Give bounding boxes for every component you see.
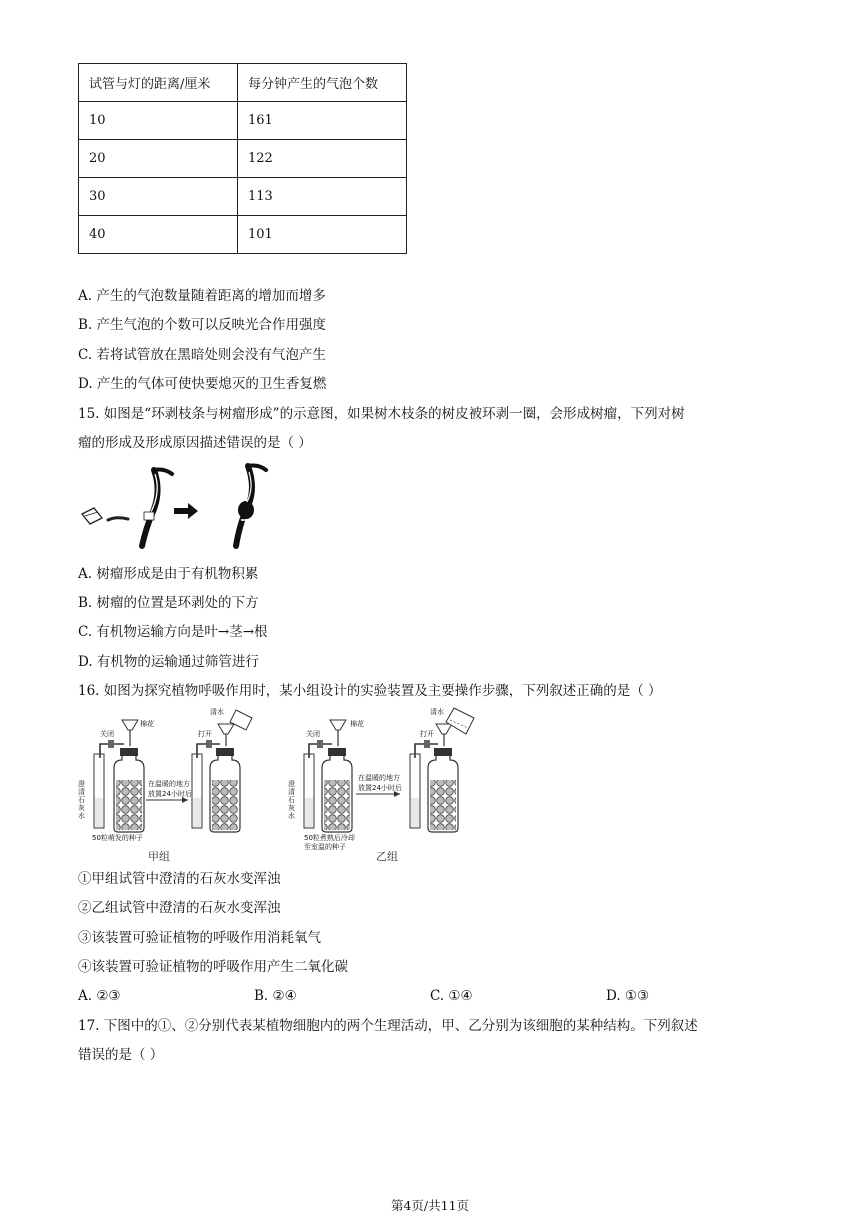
table-row xyxy=(79,178,407,216)
label-cotton: 棉花 xyxy=(140,720,154,728)
q15-option-b: B. 树瘤的位置是环剥处的下方 xyxy=(78,595,259,611)
q14-option-b: B. 产生气泡的个数可以反映光合作用强度 xyxy=(78,317,327,333)
table-cell: 122 xyxy=(238,140,407,178)
label-open: 打开 xyxy=(198,730,212,738)
table-cell: 161 xyxy=(238,102,407,140)
svg-text:在温暖的地方: 在温暖的地方 xyxy=(358,774,400,782)
group-a-arrow xyxy=(146,779,192,803)
q16-choice-c: C. ①④ xyxy=(430,988,473,1004)
q16-choice-a: A. ②③ xyxy=(78,988,121,1004)
q15-stem-line2: 瘤的形成及形成原因描述错误的是（ ） xyxy=(78,435,312,451)
label-seeds-b-1: 50粒煮熟后冷却 xyxy=(304,834,355,842)
table-row xyxy=(79,216,407,254)
group-a-before xyxy=(78,719,154,842)
group-a-after xyxy=(192,707,252,832)
label-limewater-b: 澄清石灰水 xyxy=(288,780,295,820)
group-a-label: 甲组 xyxy=(148,850,170,863)
table-header: 每分钟产生的气泡个数 xyxy=(238,64,407,102)
q16-statement-3: ③该装置可验证植物的呼吸作用消耗氧气 xyxy=(78,930,321,946)
table-cell: 10 xyxy=(79,102,238,140)
table-row xyxy=(79,102,407,140)
q16-choice-d: D. ①③ xyxy=(606,988,650,1004)
table-row xyxy=(79,140,407,178)
label-seeds-b-2: 至室温的种子 xyxy=(304,843,346,851)
q17-stem-line1: 17. 下图中的①、②分别代表某植物细胞内的两个生理活动，甲、乙分别为该细胞的某种结构。下列叙述 xyxy=(78,1018,698,1034)
group-b-before xyxy=(288,719,364,851)
label-close-b: 关闭 xyxy=(306,730,320,738)
label-limewater: 澄清石灰水 xyxy=(78,780,85,820)
q15-option-c: C. 有机物运输方向是叶→茎→根 xyxy=(78,624,268,640)
respiration-apparatus-figure xyxy=(76,706,496,868)
group-b-label: 乙组 xyxy=(376,850,398,863)
girdling-figure xyxy=(76,462,276,552)
q17-stem-line2: 错误的是（ ） xyxy=(78,1047,164,1063)
label-seeds-a: 50粒萌发的种子 xyxy=(92,834,143,842)
table-cell: 101 xyxy=(238,216,407,254)
label-water: 清水 xyxy=(210,708,224,716)
q16-choice-b: B. ②④ xyxy=(254,988,297,1004)
table-cell: 113 xyxy=(238,178,407,216)
label-water-b: 清水 xyxy=(430,708,444,716)
q14-option-c: C. 若将试管放在黑暗处则会没有气泡产生 xyxy=(78,347,326,363)
q16-stem: 16. 如图为探究植物呼吸作用时，某小组设计的实验装置及主要操作步骤，下列叙述正确的是（ ） xyxy=(78,683,662,699)
label-close: 关闭 xyxy=(100,730,114,738)
q14-option-a: A. 产生的气泡数量随着距离的增加而增多 xyxy=(78,288,326,304)
q16-statement-2: ②乙组试管中澄清的石灰水变浑浊 xyxy=(78,900,281,916)
light-distance-table xyxy=(78,63,407,254)
table-cell: 30 xyxy=(79,178,238,216)
q15-stem-line1: 15. 如图是“环剥枝条与树瘤形成”的示意图，如果树木枝条的树皮被环剥一圈，会形成树瘤，下列对树 xyxy=(78,406,685,422)
svg-text:放置24小时后: 放置24小时后 xyxy=(148,790,192,798)
q15-option-a: A. 树瘤形成是由于有机物积累 xyxy=(78,566,259,582)
table-header: 试管与灯的距离/厘米 xyxy=(79,64,238,102)
q16-statement-1: ①甲组试管中澄清的石灰水变浑浊 xyxy=(78,871,281,887)
table-header-row xyxy=(79,64,407,102)
q15-option-d: D. 有机物的运输通过筛管进行 xyxy=(78,654,259,670)
page-number: 第4页/共11页 xyxy=(390,1198,470,1213)
svg-text:在温暖的地方: 在温暖的地方 xyxy=(148,780,190,788)
q16-statement-4: ④该装置可验证植物的呼吸作用产生二氧化碳 xyxy=(78,959,348,975)
group-b-after xyxy=(410,707,474,832)
svg-text:放置24小时后: 放置24小时后 xyxy=(358,784,402,792)
label-open-b: 打开 xyxy=(420,730,434,738)
group-b-arrow xyxy=(356,773,402,797)
table-cell: 40 xyxy=(79,216,238,254)
q14-option-d: D. 产生的气体可使快要熄灭的卫生香复燃 xyxy=(78,376,327,392)
table-cell: 20 xyxy=(79,140,238,178)
label-cotton-b: 棉花 xyxy=(350,720,364,728)
